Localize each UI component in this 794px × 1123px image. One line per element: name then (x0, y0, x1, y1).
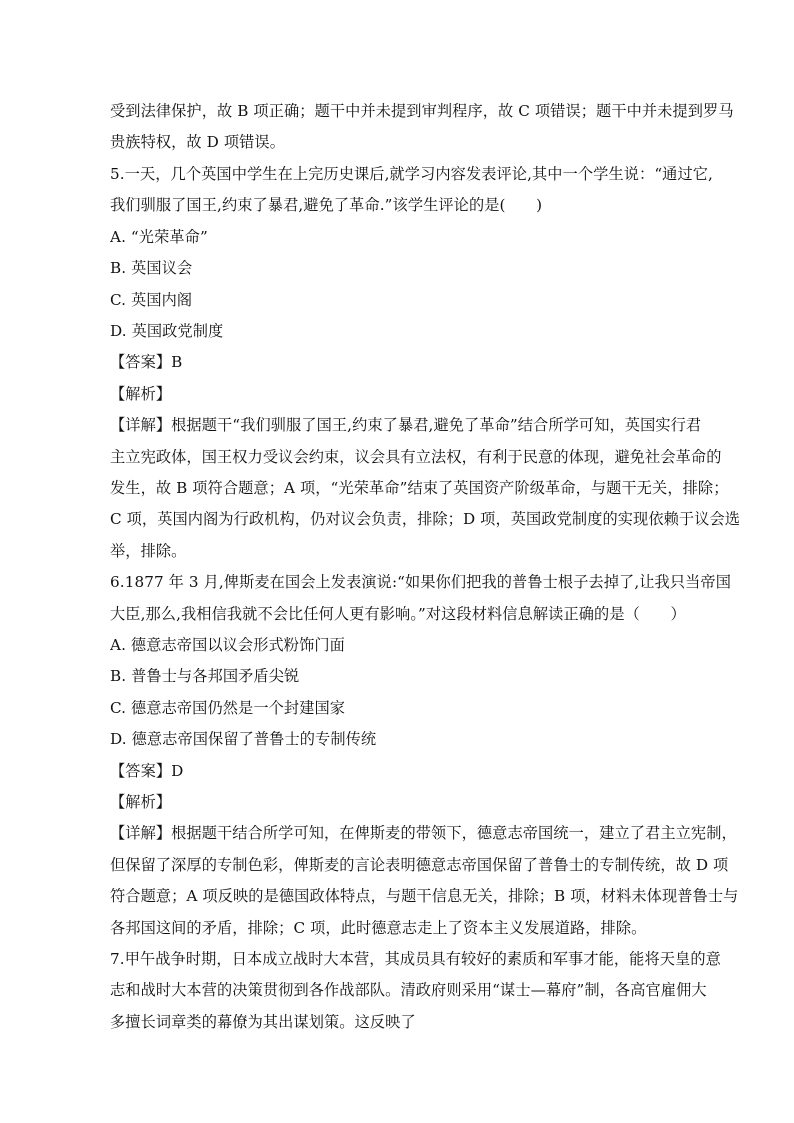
q5-option-b: B. 英国议会 (110, 259, 193, 277)
q5-stem-line-2: 我们驯服了国王,约束了暴君,避免了革命.”该学生评论的是( ) (110, 196, 543, 214)
q7-stem-line-1: 7.甲午战争时期，日本成立战时大本营，其成员具有较好的素质和军事才能，能将天皇的意 (110, 950, 721, 968)
q5-option-d: D. 英国政党制度 (110, 322, 224, 340)
q4-explanation-line-1: 受到法律保护，故 B 项正确；题干中并未提到审判程序，故 C 项错误；题干中并未提到罗马 (110, 102, 734, 120)
q6-detail-line-2: 但保留了深厚的专制色彩，俾斯麦的言论表明德意志帝国保留了普鲁士的专制传统，故 D 项 (110, 856, 729, 874)
q6-stem-line-2: 大臣,那么,我相信我就不会比任何人更有影响。”对这段材料信息解读正确的是（ ） (110, 605, 686, 623)
q5-option-c: C. 英国内阁 (110, 291, 193, 309)
q5-answer: 【答案】B (110, 353, 183, 371)
q5-detail-line-1: 【详解】根据题干“我们驯服了国王,约束了暴君,避免了革命”结合所学可知，英国实行君 (110, 416, 702, 434)
q6-detail-line-3: 符合题意；A 项反映的是德国政体特点，与题干信息无关，排除；B 项，材料未体现普鲁士与 (110, 887, 739, 905)
q5-detail-line-2: 主立宪政体，国王权力受议会约束，议会具有立法权，有利于民意的体现，避免社会革命的 (110, 448, 722, 466)
q6-answer: 【答案】D (110, 762, 184, 780)
q4-explanation-line-2: 贵族特权，故 D 项错误。 (110, 133, 286, 151)
q5-stem-line-1: 5.一天，几个英国中学生在上完历史课后,就学习内容发表评论,其中一个学生说：“通过它, (110, 165, 713, 183)
q6-analysis-label: 【解析】 (110, 793, 172, 811)
q5-option-a: A. “光荣革命” (110, 228, 208, 246)
q6-option-d: D. 德意志帝国保留了普鲁士的专制传统 (110, 730, 377, 748)
q7-stem-line-2: 志和战时大本营的决策贯彻到各作战部队。清政府则采用“谋士—幕府”制，各高官雇佣大 (110, 981, 707, 999)
q6-detail-line-4: 各邦国这间的矛盾，排除；C 项，此时德意志走上了资本主义发展道路，排除。 (110, 919, 647, 937)
q5-detail-line-5: 举，排除。 (110, 542, 187, 560)
q6-option-b: B. 普鲁士与各邦国矛盾尖锐 (110, 667, 300, 685)
q7-stem-line-3: 多擅长词章类的幕僚为其出谋划策。这反映了 (110, 1013, 416, 1031)
q5-detail-line-4: C 项，英国内阁为行政机构，仍对议会负责，排除；D 项，英国政党制度的实现依赖于议会选 (110, 510, 741, 528)
q6-stem-line-1: 6.1877 年 3 月,俾斯麦在国会上发表演说:“如果你们把我的普鲁士根子去掉了,让我只当帝国 (110, 573, 731, 591)
q6-detail-line-1: 【详解】根据题干结合所学可知，在俾斯麦的带领下，德意志帝国统一，建立了君主立宪制， (110, 824, 737, 842)
q5-analysis-label: 【解析】 (110, 385, 172, 403)
q5-detail-line-3: 发生，故 B 项符合题意；A 项，“光荣革命”结束了英国资产阶级革命，与题干无关，排除； (110, 479, 729, 497)
q6-option-c: C. 德意志帝国仍然是一个封建国家 (110, 699, 346, 717)
q6-option-a: A. 德意志帝国以议会形式粉饰门面 (110, 636, 345, 654)
